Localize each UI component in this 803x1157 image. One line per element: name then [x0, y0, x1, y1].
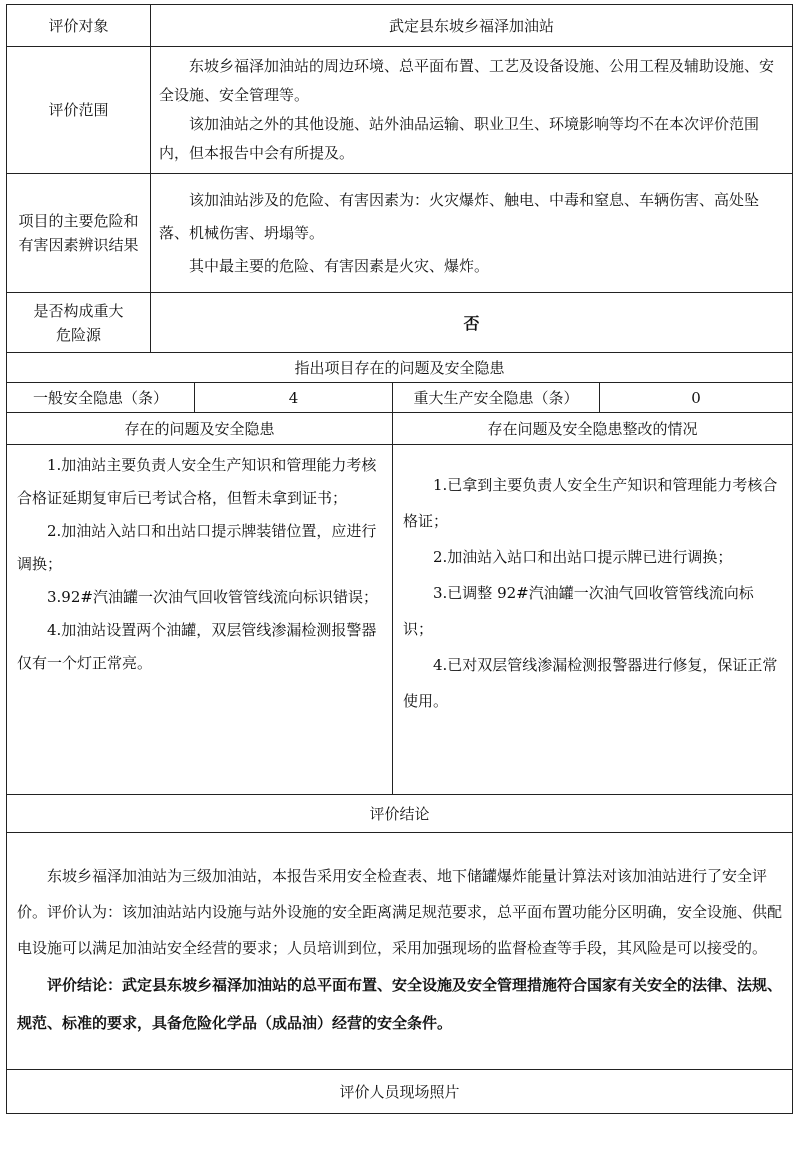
evaluation-summary-table: [6, 4, 793, 1114]
row-issue-headers: [7, 413, 793, 445]
hazards-content: [151, 174, 793, 293]
major-hazard-label: 是否构成重大危险源: [7, 293, 151, 353]
row-target: [7, 5, 793, 47]
issue-item: 2.加油站入站口和出站口提示牌装错位置，应进行调换；: [17, 522, 377, 573]
row-photos: [7, 1070, 793, 1114]
photos-title: 评价人员现场照片: [7, 1070, 793, 1114]
major-hazard-value: 否: [151, 293, 793, 353]
target-label: 评价对象: [7, 5, 151, 47]
hazards-paragraph: 该加油站涉及的危险、有害因素为：火灾爆炸、触电、中毒和窒息、车辆伤害、高处坠落、机械伤害、坍塌等。: [159, 190, 760, 242]
scope-label: 评价范围: [7, 47, 151, 174]
issues-section-title: 指出项目存在的问题及安全隐患: [7, 353, 793, 383]
general-hazard-label: 一般安全隐患（条）: [7, 383, 195, 413]
major-hazard-count-label: 重大生产安全隐患（条）: [393, 383, 600, 413]
evaluation-summary-sheet: [6, 4, 792, 1114]
hazards-paragraph: 其中最主要的危险、有害因素是火灾、爆炸。: [189, 256, 490, 275]
target-value: 武定县东坡乡福泽加油站: [151, 5, 793, 47]
rectification-item: 1.已拿到主要负责人安全生产知识和管理能力考核合格证；: [403, 476, 778, 530]
hazards-label: 项目的主要危险和有害因素辨识结果: [7, 174, 151, 293]
row-major-hazard: [7, 293, 793, 353]
row-conclusion-body: [7, 833, 793, 1070]
row-issues-title: [7, 353, 793, 383]
scope-paragraph: 该加油站之外的其他设施、站外油品运输、职业卫生、环境影响等均不在本次评价范围内，但本报告中会有所提及。: [159, 115, 760, 162]
row-issue-counts: [7, 383, 793, 413]
issue-item: 1.加油站主要负责人安全生产知识和管理能力考核合格证延期复审后已考试合格，但暂未拿到证书；: [17, 456, 377, 507]
rectify-column-header: 存在问题及安全隐患整改的情况: [393, 413, 793, 445]
row-issue-details: [7, 445, 793, 795]
row-conclusion-title: [7, 795, 793, 833]
rectifications-list: [393, 445, 793, 795]
general-hazard-count: 4: [195, 383, 393, 413]
issues-list: [7, 445, 393, 795]
conclusion-final-statement: 评价结论：武定县东坡乡福泽加油站的总平面布置、安全设施及安全管理措施符合国家有关安全的法律、法规、规范、标准的要求，具备危险化学品（成品油）经营的安全条件。: [17, 976, 783, 1032]
scope-paragraph: 东坡乡福泽加油站的周边环境、总平面布置、工艺及设备设施、公用工程及辅助设施、安全设施、安全管理等。: [159, 57, 775, 104]
issue-item: 3.92#汽油罐一次油气回收管管线流向标识错误；: [47, 588, 378, 606]
conclusion-paragraph: 东坡乡福泽加油站为三级加油站，本报告采用安全检查表、地下储罐爆炸能量计算法对该加油站进行了安全评价。评价认为：该加油站站内设施与站外设施的安全距离满足规范要求，总平面布置功能分区明确，安全设施、供配电设施可以满足加油站安全经营的要求；人员培训到位，采用加强现场的监督检查等手段，其风险是可以接受的。: [17, 867, 783, 957]
row-hazards: [7, 174, 793, 293]
conclusion-content: [7, 833, 793, 1070]
issue-item: 4.加油站设置两个油罐，双层管线渗漏检测报警器仅有一个灯正常亮。: [17, 621, 377, 672]
rectification-item: 4.已对双层管线渗漏检测报警器进行修复，保证正常使用。: [403, 656, 778, 710]
rectification-item: 3.已调整 92#汽油罐一次油气回收管管线流向标识；: [403, 584, 754, 638]
major-hazard-count: 0: [600, 383, 793, 413]
scope-content: [151, 47, 793, 174]
conclusion-title: 评价结论: [7, 795, 793, 833]
issues-column-header: 存在的问题及安全隐患: [7, 413, 393, 445]
rectification-item: 2.加油站入站口和出站口提示牌已进行调换；: [433, 548, 733, 566]
row-scope: [7, 47, 793, 174]
